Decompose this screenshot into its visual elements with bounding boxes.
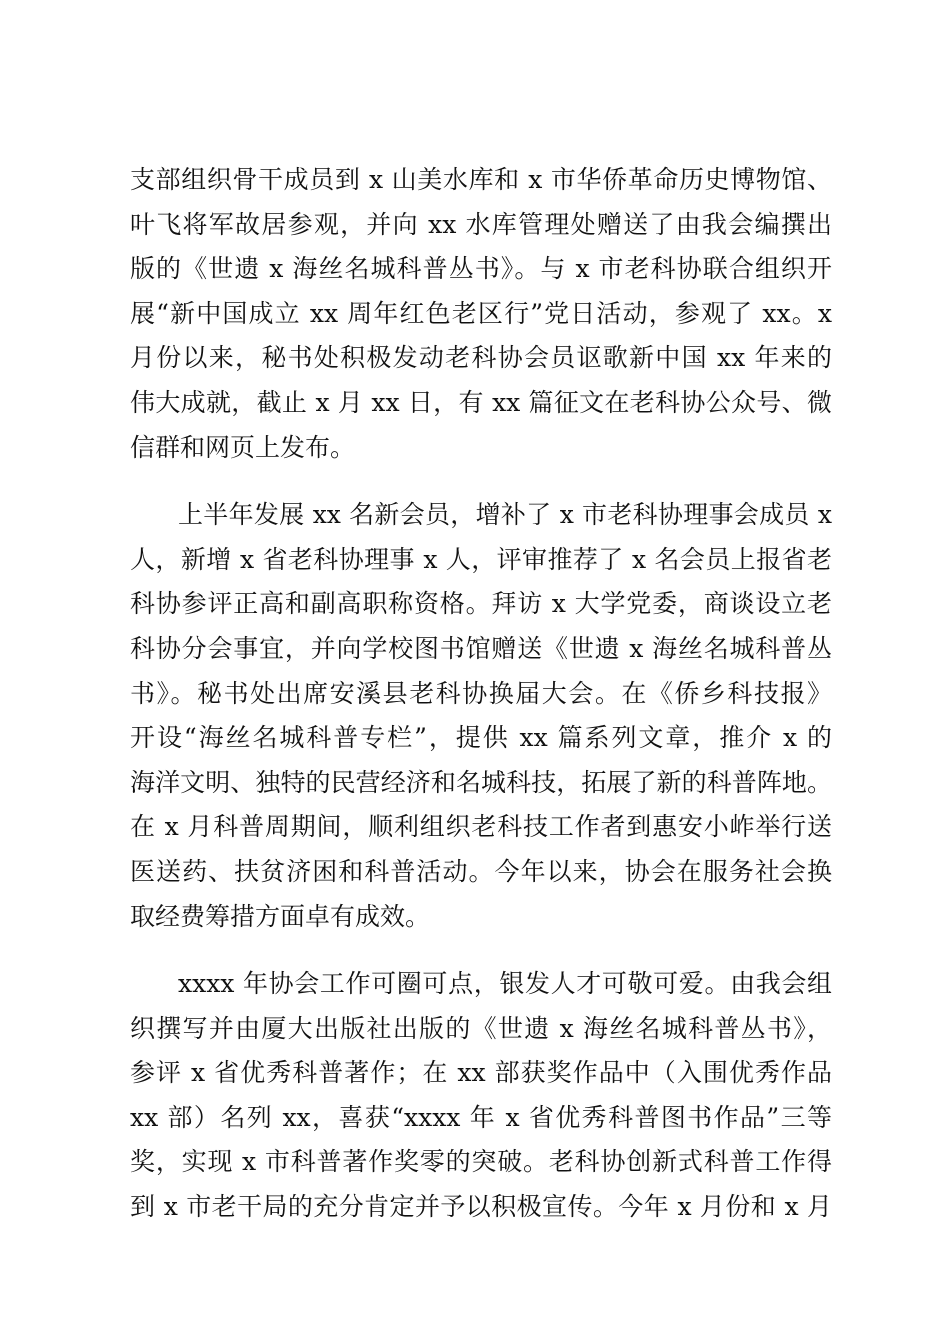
- paragraph-2: [130, 493, 832, 939]
- text-line: 医送药、扶贫济困和科普活动。今年以来，协会在服务社会换: [130, 856, 832, 886]
- text-line: 月份以来，秘书处积极发动老科协会员讴歌新中国 xx 年来的: [130, 343, 832, 373]
- paragraph-1: [130, 158, 832, 470]
- text-line: 海洋文明、独特的民营经济和名城科技，拓展了新的科普阵地。: [130, 767, 832, 797]
- text-line: 科协分会事宜，并向学校图书馆赠送《世遗 x 海丝名城科普丛: [130, 633, 832, 663]
- text-line: 人，新增 x 省老科协理事 x 人，评审推荐了 x 名会员上报省老: [130, 544, 832, 574]
- text-line: 开设“海丝名城科普专栏”，提供 xx 篇系列文章，推介 x 的: [130, 723, 832, 753]
- text-line: 展“新中国成立 xx 周年红色老区行”党日活动，参观了 xx。x: [130, 298, 832, 328]
- text-line: xxxx 年协会工作可圈可点，银发人才可敬可爱。由我会组: [178, 969, 832, 999]
- text-line: 叶飞将军故居参观，并向 xx 水库管理处赠送了由我会编撰出: [130, 209, 832, 239]
- text-line: 信群和网页上发布。: [130, 432, 356, 462]
- text-line: 版的《世遗 x 海丝名城科普丛书》。与 x 市老科协联合组织开: [130, 254, 832, 284]
- text-line: 织撰写并由厦大出版社出版的《世遗 x 海丝名城科普丛书》，: [130, 1013, 832, 1043]
- text-line: 科协参评正高和副高职称资格。拜访 x 大学党委，商谈设立老: [130, 589, 832, 619]
- text-line: 伟大成就，截止 x 月 xx 日，有 xx 篇征文在老科协公众号、微: [130, 387, 832, 417]
- document-page: [130, 158, 832, 1253]
- text-line: xx 部）名列 xx，喜获“xxxx 年 x 省优秀科普图书作品”三等: [130, 1102, 832, 1132]
- text-line: 奖，实现 x 市科普著作奖零的突破。老科协创新式科普工作得: [130, 1147, 832, 1177]
- text-line: 在 x 月科普周期间，顺利组织老科技工作者到惠安小岞举行送: [130, 812, 832, 842]
- text-line: 支部组织骨干成员到 x 山美水库和 x 市华侨革命历史博物馆、: [130, 165, 832, 194]
- text-line: 上半年发展 xx 名新会员，增补了 x 市老科协理事会成员 x: [178, 500, 832, 530]
- paragraph-3: [130, 962, 832, 1230]
- text-line: 参评 x 省优秀科普著作；在 xx 部获奖作品中（入围优秀作品: [130, 1058, 832, 1088]
- text-line: 取经费筹措方面卓有成效。: [130, 901, 431, 931]
- text-line: 到 x 市老干局的充分肯定并予以积极宣传。今年 x 月份和 x 月: [130, 1192, 832, 1222]
- text-line: 书》。秘书处出席安溪县老科协换届大会。在《侨乡科技报》: [130, 678, 832, 708]
